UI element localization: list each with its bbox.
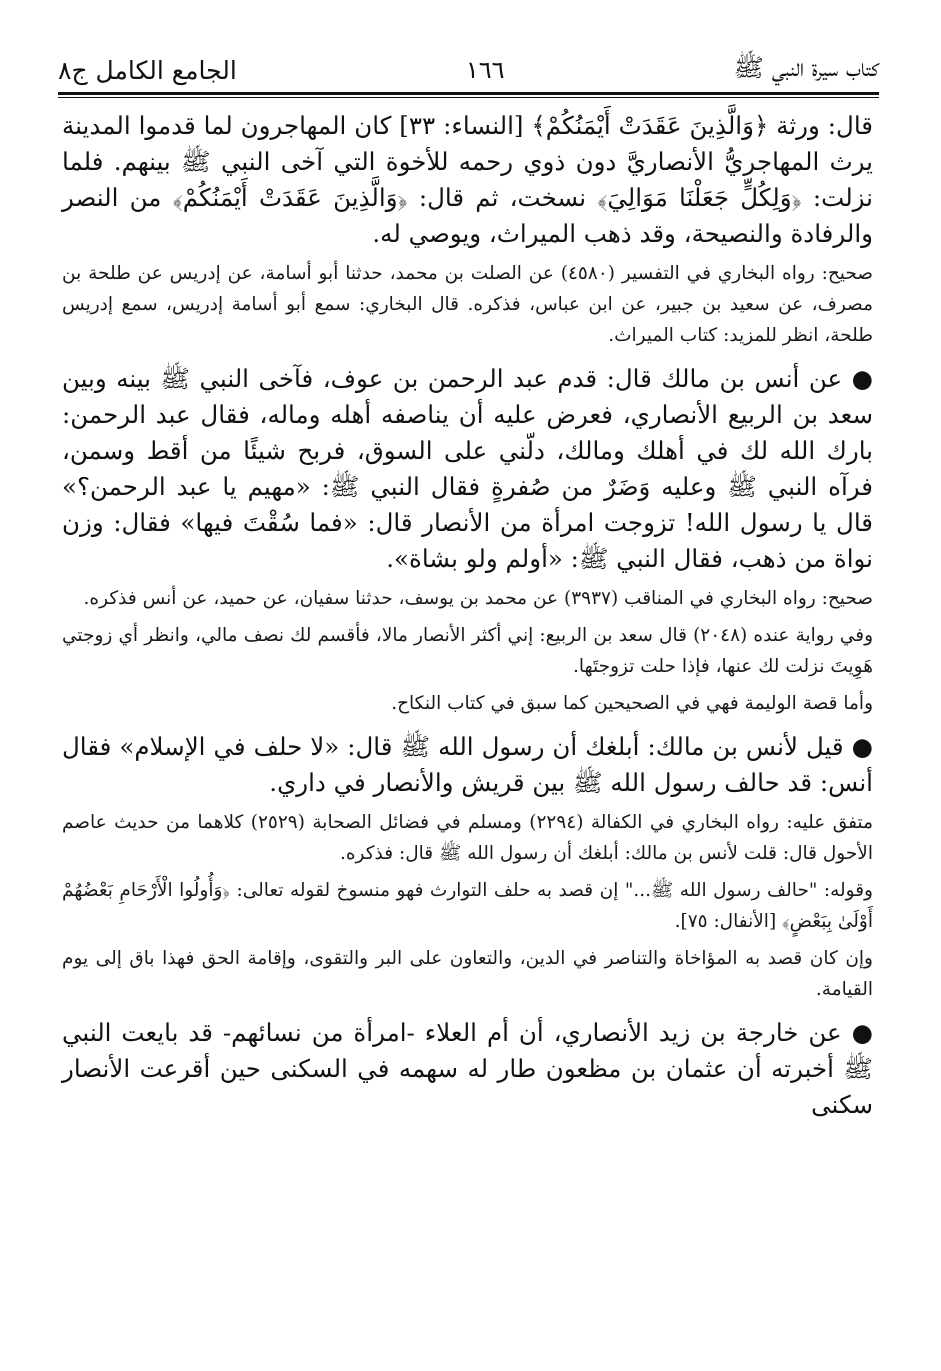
riwaya-note: وفي رواية عنده (٢٠٤٨) قال سعد بن الربيع: إني أكثر الأنصار مالا، فأقسم لك نصف مالي، وانظر أي زوجتي هَوِيتَ نزلت لك عنها، فإذا حلت تزوجتَها. [62, 625, 874, 677]
volume-title: الجامع الكامل ج٨ [58, 55, 237, 85]
page-header [58, 52, 879, 88]
header-rule [58, 92, 879, 98]
book-title: كتاب سيرة النبي ﷺ [733, 52, 879, 82]
takhrij-note: صحيح: رواه البخاري في التفسير (٤٥٨٠) عن الصلت بن محمد، حدثنا أبو أسامة، عن إدريس عن طلحة بن مصرف، عن سعيد بن جبير، عن ابن عباس، فذكره. قال البخاري: سمع أبو أسامة إدريس، سمع إدريس طلحة، انظر للمزيد: كتاب الميراث. [62, 263, 873, 346]
commentary-note: وقوله: "حالف رسول الله ﷺ..." إن قصد به حلف التوارث فهو منسوخ لقوله تعالى: ﴿وَأُولُوا الْأَرْحَامِ بَعْضُهُمْ أَوْلَىٰ بِبَعْضٍ﴾ [الأنفال: ٧٥]. [62, 880, 873, 932]
walima-note: وأما قصة الوليمة فهي في الصحيحين كما سبق في كتاب النكاح. [391, 693, 873, 714]
paragraph-inheritance-verse: قال: ورثة ﴿وَالَّذِينَ عَقَدَتْ أَيْمَنُكُمْ﴾ [النساء: ٣٣] كان المهاجرون لما قدموا المدينة يرث المهاجريُّ الأنصاريَّ دون ذوي رحمه للأخوة التي آخى النبي ﷺ بينهم. فلما نزلت: ﴿وَلِكُلٍّ جَعَلْنَا مَوَالِيَ﴾ نسخت، ثم قال: ﴿وَالَّذِينَ عَقَدَتْ أَيْمَنُكُمْ﴾ من النصر والرفادة والنصيحة، وقد ذهب الميراث، ويوصي له. [62, 111, 873, 248]
hadith-hilf: ● قيل لأنس بن مالك: أبلغك أن رسول الله ﷺ قال: «لا حلف في الإسلام» فقال أنس: قد حالف رسول الله ﷺ بين قريش والأنصار في داري. [62, 732, 873, 797]
page-number: ١٦٦ [465, 56, 505, 84]
commentary-note: وإن كان قصد به المؤاخاة والتناصر في الدين، والتعاون على البر والتقوى، وإقامة الحق فهذا باق إلى يوم القيامة. [62, 948, 873, 1000]
page-body [62, 108, 873, 1129]
hadith-umm-al-ala: ● عن خارجة بن زيد الأنصاري، أن أم العلاء -امرأة من نسائهم- قد بايعت النبي ﷺ أخبرته أن عثمان بن مظعون طار له سهمه في السكنى حين أقرعت الأنصار سكنى [62, 1018, 873, 1119]
hadith-abdulrahman-ibn-awf: ● عن أنس بن مالك قال: قدم عبد الرحمن بن عوف، فآخى النبي ﷺ بينه وبين سعد بن الربيع الأنصاري، فعرض عليه أن يناصفه أهله وماله، فقال عبد الرحمن: بارك الله لك في أهلك ومالك، دلّني على السوق، فربح شيئًا من أقط وسمن، فرآه النبي ﷺ وعليه وَضَرٌ من صُفرةٍ فقال النبي ﷺ: «مهيم يا عبد الرحمن؟» قال يا رسول الله! تزوجت امرأة من الأنصار قال: «فما سُقْتَ فيها» فقال: وزن نواة من ذهب، فقال النبي ﷺ: «أولم ولو بشاة». [62, 364, 873, 573]
takhrij-note: متفق عليه: رواه البخاري في الكفالة (٢٢٩٤) ومسلم في فضائل الصحابة (٢٥٢٩) كلاهما من حديث عاصم الأحول قال: قلت لأنس بن مالك: أبلغك أن رسول الله ﷺ قال: فذكره. [62, 812, 873, 864]
takhrij-note: صحيح: رواه البخاري في المناقب (٣٩٣٧) عن محمد بن يوسف، حدثنا سفيان، عن حميد، عن أنس فذكره. [83, 588, 873, 609]
